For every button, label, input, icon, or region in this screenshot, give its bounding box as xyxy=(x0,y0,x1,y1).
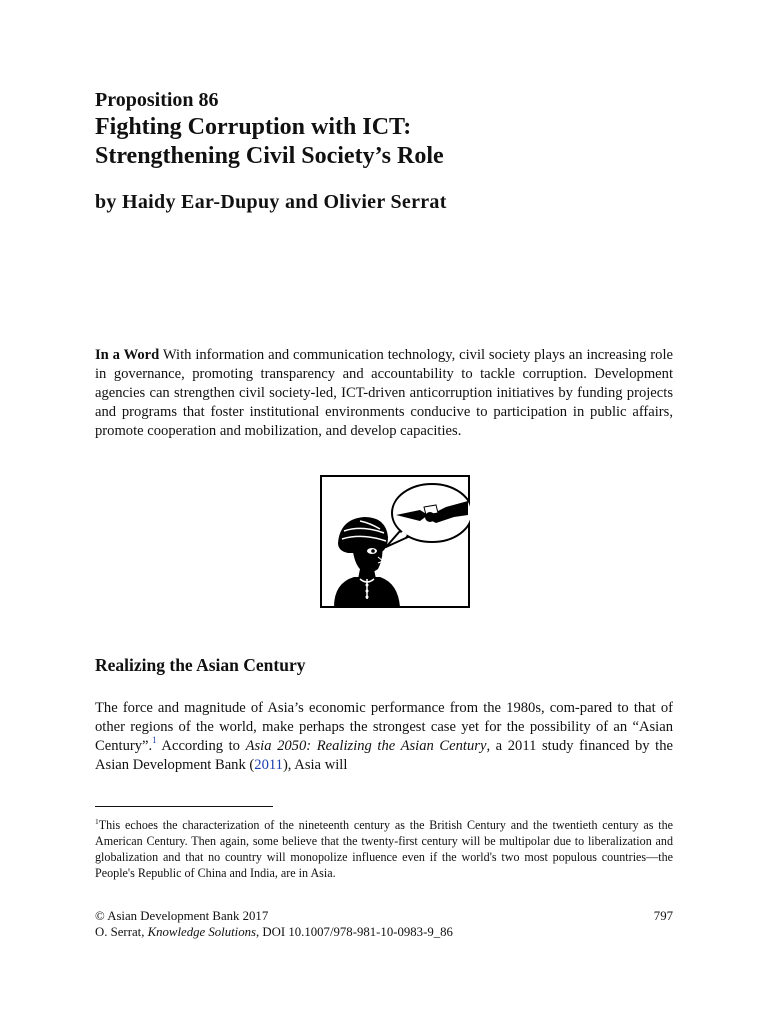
page-number: 797 xyxy=(653,909,673,923)
body-paragraph xyxy=(95,699,673,775)
person-speech-bubble-handshake-icon xyxy=(320,475,470,608)
doi-line xyxy=(95,924,453,940)
citation-link[interactable]: 2011 xyxy=(254,757,283,773)
proposition-label: Proposition 86 xyxy=(95,89,219,111)
doi-number: , DOI 10.1007/978-981-10-0983-9_86 xyxy=(256,925,453,939)
title-line-2: Strengthening Civil Society’s Role xyxy=(95,143,444,169)
footnote-divider xyxy=(95,806,273,807)
section-heading: Realizing the Asian Century xyxy=(95,655,306,675)
doi-book-title: Knowledge Solutions xyxy=(147,925,257,939)
abstract xyxy=(95,346,673,441)
footnote-ref-link[interactable]: 1 xyxy=(152,735,157,745)
footnote-text: This echoes the characterization of the nineteenth century as the British Century and the twentieth century as the American Century. Then again, some believe that the twenty-first century will be multipolar due to liberalization and globalization and that no country will monopolize influence even if the world's two most populous countries—the People's Republic of China and India, are in Asia. xyxy=(95,818,673,880)
footnote-marker: 1 xyxy=(95,817,99,826)
title-line-1: Fighting Corruption with ICT: xyxy=(95,114,412,140)
chapter-title xyxy=(95,113,444,171)
body-text-part-1: The force and magnitude of Asia’s economic performance from the 1980s, com-pared to that of other regions of the world, make perhaps the strongest case yet for the possibility of an “Asian Century”. xyxy=(95,700,673,754)
doi-author: O. Serrat, xyxy=(95,925,148,939)
copyright: © Asian Development Bank 2017 xyxy=(95,909,269,923)
body-text-part-4: ), Asia will xyxy=(282,757,348,773)
cited-title: Asia 2050: Realizing the Asian Century xyxy=(245,738,487,754)
body-text-part-3: , a 2011 study financed by the Asian Development Bank ( xyxy=(95,738,674,773)
body-text-part-2: According to xyxy=(156,738,246,754)
abstract-lead: In a Word xyxy=(95,347,160,363)
footnote xyxy=(95,817,673,881)
abstract-text: With information and communication technology, civil society plays an increasing role in governance, promoting transparency and accountability to tackle corruption. Development agencies can strengthen civil society-led, ICT-driven anticorruption initiatives by funding projects and programs that foster institutional environments conducive to participation in public affairs, promote cooperation and mobilization, and develop capacities. xyxy=(95,347,673,439)
authors: by Haidy Ear-Dupuy and Olivier Serrat xyxy=(95,191,447,213)
